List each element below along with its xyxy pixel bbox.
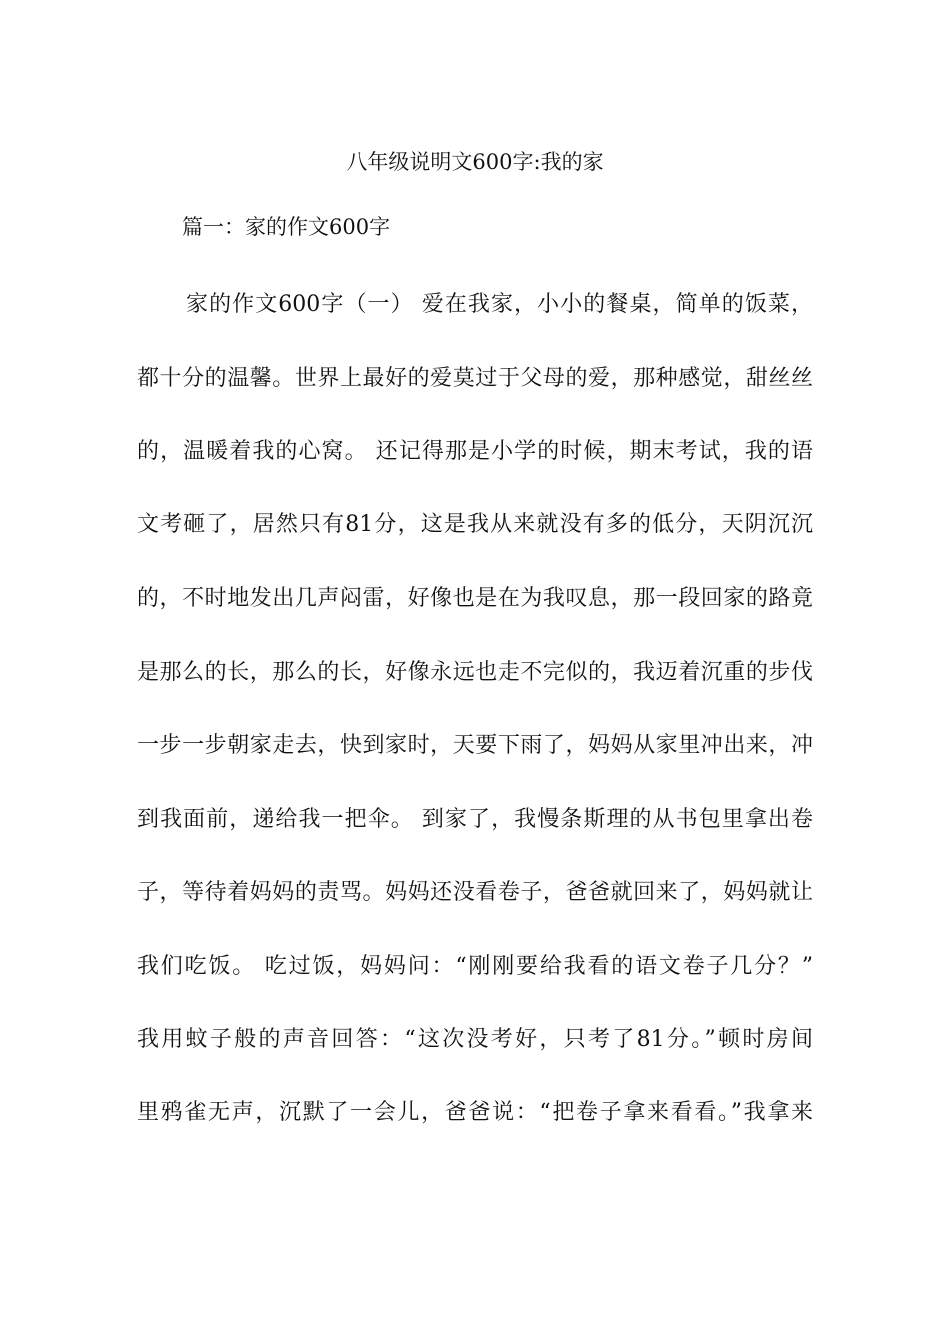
paragraph-line: 我们吃饭。 吃过饭，妈妈问：“刚刚要给我看的语文卷子几分？”: [137, 954, 813, 979]
paragraph-line: 的，不时地发出几声闷雷，好像也是在为我叹息，那一段回家的路竟: [137, 586, 813, 611]
section-heading: 篇一：家的作文600字: [182, 215, 391, 239]
paragraph-line: 我用蚊子般的声音回答：“这次没考好，只考了81分。”顿时房间: [137, 1027, 813, 1052]
paragraph-line: 一步一步朝家走去，快到家时，天要下雨了，妈妈从家里冲出来，冲: [137, 733, 813, 758]
paragraph-line: 子，等待着妈妈的责骂。妈妈还没看卷子，爸爸就回来了，妈妈就让: [137, 880, 813, 905]
paragraph-line: 的，温暖着我的心窝。 还记得那是小学的时候，期末考试，我的语: [137, 439, 813, 464]
paragraph-line: 文考砸了，居然只有81分，这是我从来就没有多的低分，天阴沉沉: [137, 512, 813, 537]
document-title: 八年级说明文600字:我的家: [346, 150, 604, 174]
paragraph-line: 是那么的长，那么的长，好像永远也走不完似的，我迈着沉重的步伐: [137, 660, 813, 685]
paragraph-line: 里鸦雀无声，沉默了一会儿，爸爸说：“把卷子拿来看看。”我拿来: [137, 1100, 813, 1125]
paragraph-line: 都十分的温馨。世界上最好的爱莫过于父母的爱，那种感觉，甜丝丝: [137, 366, 813, 391]
paragraph-line: 家的作文600字（一） 爱在我家，小小的餐桌，简单的饭菜，: [186, 292, 813, 317]
paragraph-line: 到我面前，递给我一把伞。 到家了，我慢条斯理的从书包里拿出卷: [137, 807, 813, 832]
